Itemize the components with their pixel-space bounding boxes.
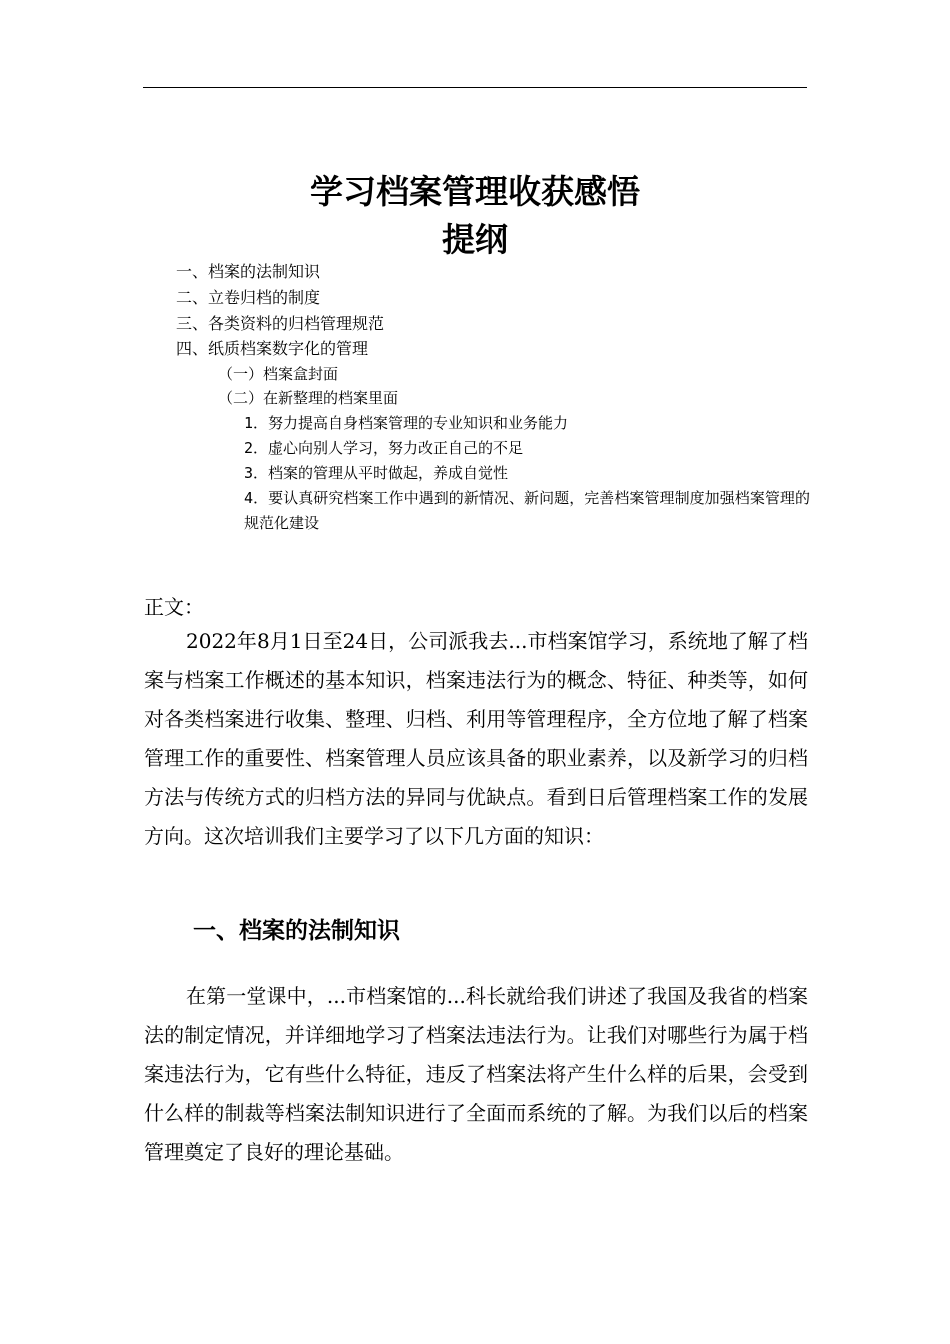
outline-point: 4．要认真研究档案工作中遇到的新情况、新问题，完善档案管理制度加强档案管理的规范化建设 xyxy=(244,489,810,532)
body-label: 正文： xyxy=(144,595,204,619)
document-subtitle: 提纲 xyxy=(442,220,508,259)
header-rule xyxy=(143,87,807,88)
outline-point: 2．虚心向别人学习，努力改正自己的不足 xyxy=(244,439,524,457)
outline-item: 一、档案的法制知识 xyxy=(176,262,321,281)
outline-subitem: （一）档案盒封面 xyxy=(218,365,339,383)
document-title: 学习档案管理收获感悟 xyxy=(310,172,640,211)
outline-item: 二、立卷归档的制度 xyxy=(176,288,321,307)
section-heading: 一、档案的法制知识 xyxy=(193,918,400,944)
body-paragraph: 2022年8月1日至24日，公司派我去...市档案馆学习，系统地了解了档案与档案工作概述的基本知识，档案违法行为的概念、特征、种类等，如何对各类档案进行收集、整理、归档、利用等管理程序，全方位地了解了档案管理工作的重要性、档案管理人员应该具备的职业素养，以及新学习的归档方法与传统方式的归档方法的异同与优缺点。看到日后管理档案工作的发展方向。这次培训我们主要学习了以下几方面的知识： xyxy=(144,629,808,848)
outline-item: 四、纸质档案数字化的管理 xyxy=(176,339,369,358)
outline-point: 1．努力提高自身档案管理的专业知识和业务能力 xyxy=(244,414,569,432)
body-paragraph: 在第一堂课中，...市档案馆的...科长就给我们讲述了我国及我省的档案法的制定情况，并详细地学习了档案法违法行为。让我们对哪些行为属于档案违法行为，它有些什么特征，违反了档案法将产生什么样的后果，会受到什么样的制裁等档案法制知识进行了全面而系统的了解。为我们以后的档案管理奠定了良好的理论基础。 xyxy=(144,984,808,1164)
outline-subitem: （二）在新整理的档案里面 xyxy=(218,389,399,407)
outline-item: 三、各类资料的归档管理规范 xyxy=(176,314,385,333)
outline-point: 3．档案的管理从平时做起，养成自觉性 xyxy=(244,464,509,482)
